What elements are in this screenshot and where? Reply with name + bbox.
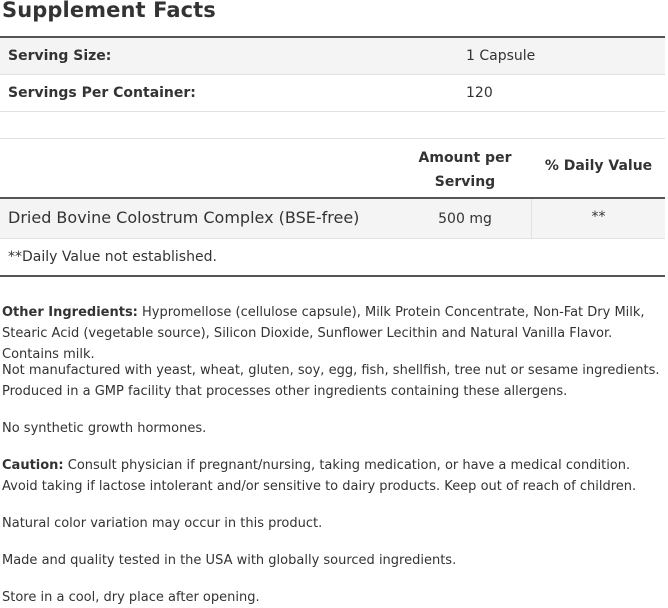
other-ingredients-paragraph — [2, 302, 666, 365]
ingredient-amount: 500 mg — [438, 211, 492, 227]
amount-header-line1: Amount per — [418, 150, 512, 166]
serving-size-label: Serving Size: — [8, 48, 112, 64]
allergen-statement: Not manufactured with yeast, wheat, gluten, soy, egg, fish, shellfish, tree nut or sesame ingredients. Produced in a GMP facility that processes other ingredients containing these allergens. — [2, 363, 660, 399]
other-ingredients-text: Hypromellose (cellulose capsule), Milk Protein Concentrate, Non-Fat Dry Milk, Stearic Acid (vegetable source), Silicon Dioxide, Sunflower Lecithin and Natural Vanilla Flavor. Contains milk. — [2, 305, 645, 362]
column-header-row — [0, 139, 665, 197]
ingredient-daily-value: ** — [591, 209, 606, 225]
storage-statement: Store in a cool, dry place after opening. — [2, 590, 260, 605]
other-ingredients-label: Other Ingredients: — [2, 305, 138, 320]
servings-per-container-label: Servings Per Container: — [8, 85, 196, 101]
caution-label: Caution: — [2, 458, 64, 473]
daily-value-footnote: **Daily Value not established. — [8, 249, 217, 265]
amount-header-line2: Serving — [434, 174, 496, 190]
caution-text: Consult physician if pregnant/nursing, taking medication, or have a medical condition. Avoid taking if lactose intolerant and/or sensitive to dairy products. Keep out of reach of children. — [2, 458, 637, 494]
serving-size-row — [0, 38, 665, 75]
daily-value-header: % Daily Value — [544, 158, 653, 174]
servings-per-container-value: 120 — [466, 85, 493, 101]
color-variation-statement: Natural color variation may occur in this product. — [2, 516, 323, 531]
page-title: Supplement Facts — [2, 0, 216, 22]
made-in-statement: Made and quality tested in the USA with globally sourced ingredients. — [2, 553, 457, 568]
table-spacer — [0, 112, 665, 139]
footnote-row — [0, 239, 665, 275]
serving-size-value: 1 Capsule — [466, 48, 536, 64]
table-bottom-rule — [0, 275, 665, 277]
hormones-statement: No synthetic growth hormones. — [2, 421, 207, 436]
amount-per-serving-header — [415, 146, 515, 194]
ingredient-row — [0, 199, 665, 239]
caution-paragraph — [2, 455, 666, 497]
servings-per-container-row — [0, 75, 665, 112]
ingredient-name: Dried Bovine Colostrum Complex (BSE-free) — [8, 208, 360, 227]
supplement-facts-table — [0, 36, 665, 277]
